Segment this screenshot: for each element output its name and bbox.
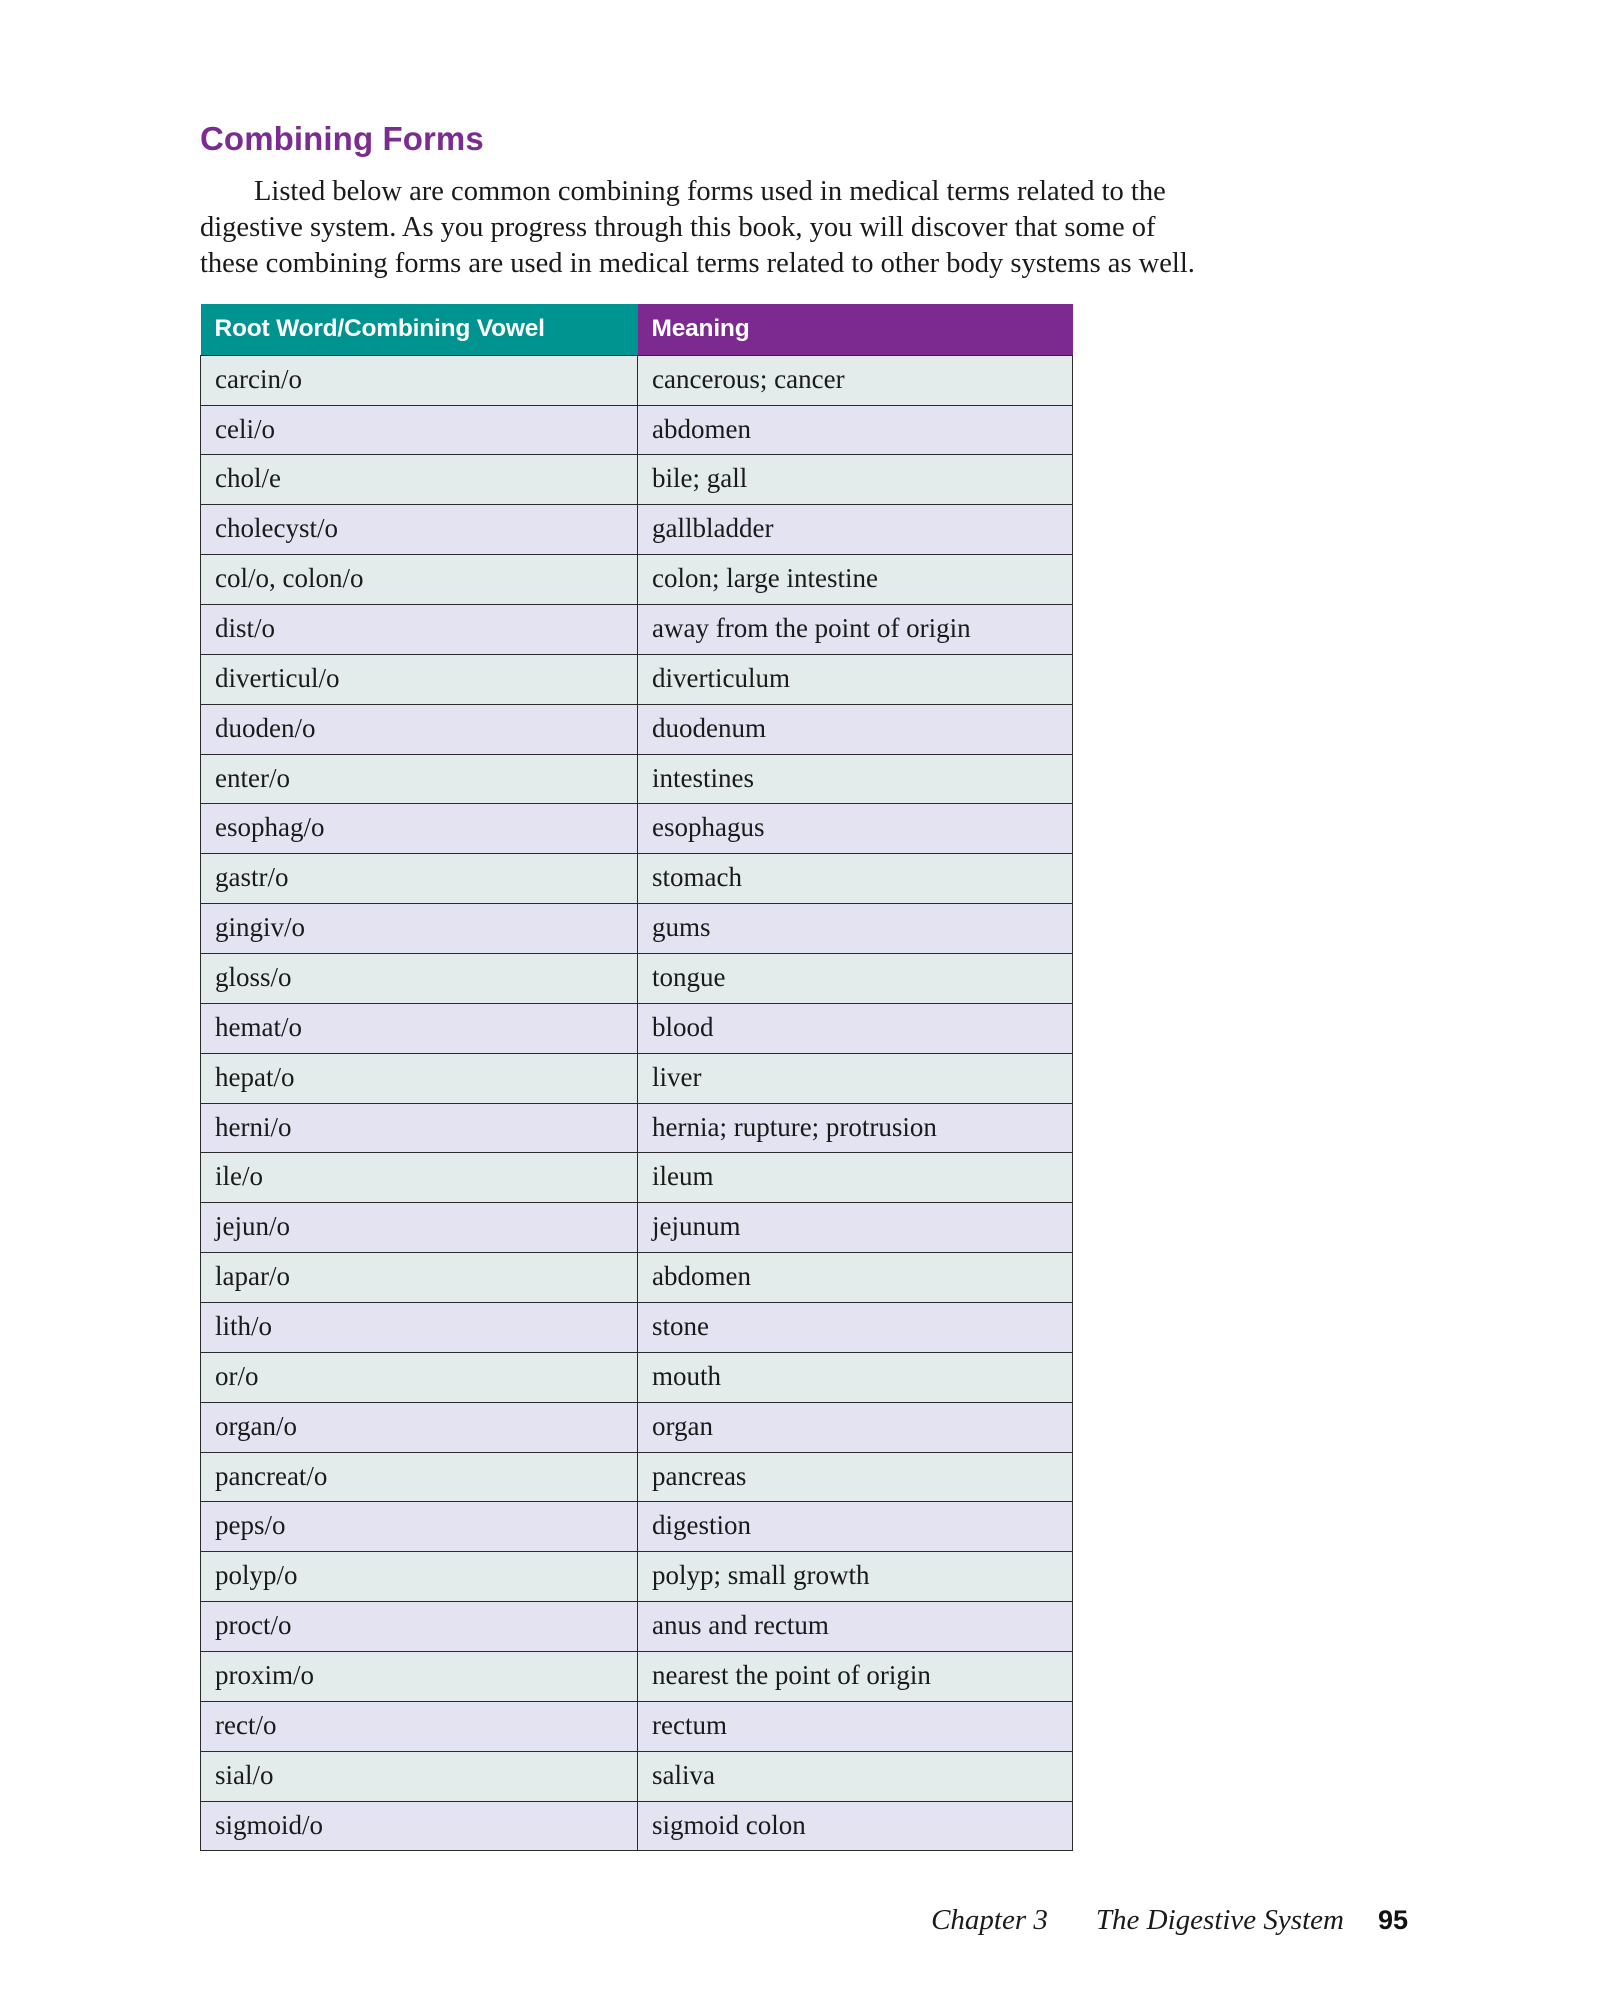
- cell-meaning: gallbladder: [638, 505, 1073, 555]
- table-header: [201, 304, 1073, 356]
- cell-root-word: peps/o: [201, 1502, 638, 1552]
- table-row: [201, 1402, 1073, 1452]
- footer-chapter-title: The Digestive System: [1095, 1904, 1344, 1936]
- cell-root-word: dist/o: [201, 604, 638, 654]
- cell-root-word: gloss/o: [201, 953, 638, 1003]
- page-content: [200, 120, 1210, 1851]
- cell-root-word: gastr/o: [201, 854, 638, 904]
- cell-meaning: stomach: [638, 854, 1073, 904]
- cell-root-word: or/o: [201, 1352, 638, 1402]
- cell-meaning: digestion: [638, 1502, 1073, 1552]
- cell-meaning: nearest the point of origin: [638, 1652, 1073, 1702]
- cell-meaning: gums: [638, 904, 1073, 954]
- cell-meaning: esophagus: [638, 804, 1073, 854]
- table-row: [201, 854, 1073, 904]
- cell-meaning: abdomen: [638, 405, 1073, 455]
- cell-meaning: tongue: [638, 953, 1073, 1003]
- cell-meaning: colon; large intestine: [638, 555, 1073, 605]
- cell-root-word: herni/o: [201, 1103, 638, 1153]
- cell-root-word: esophag/o: [201, 804, 638, 854]
- cell-root-word: cholecyst/o: [201, 505, 638, 555]
- table-row: [201, 1652, 1073, 1702]
- footer-chapter: Chapter 3: [931, 1904, 1048, 1936]
- cell-root-word: lapar/o: [201, 1253, 638, 1303]
- cell-root-word: proct/o: [201, 1602, 638, 1652]
- column-header-root-word: Root Word/Combining Vowel: [201, 304, 638, 356]
- cell-root-word: diverticul/o: [201, 654, 638, 704]
- cell-meaning: bile; gall: [638, 455, 1073, 505]
- cell-meaning: duodenum: [638, 704, 1073, 754]
- cell-root-word: pancreat/o: [201, 1452, 638, 1502]
- intro-paragraph: Listed below are common combining forms used in medical terms related to the digestive system. As you progress through this book, you will discover that some of these combining forms are used in medical terms related to other body systems as well.: [200, 175, 1195, 279]
- cell-meaning: diverticulum: [638, 654, 1073, 704]
- cell-meaning: abdomen: [638, 1253, 1073, 1303]
- cell-meaning: mouth: [638, 1352, 1073, 1402]
- table-row: [201, 355, 1073, 405]
- table-body: [201, 355, 1073, 1851]
- cell-root-word: carcin/o: [201, 355, 638, 405]
- cell-root-word: hepat/o: [201, 1053, 638, 1103]
- cell-meaning: ileum: [638, 1153, 1073, 1203]
- cell-meaning: rectum: [638, 1701, 1073, 1751]
- cell-meaning: blood: [638, 1003, 1073, 1053]
- cell-root-word: col/o, colon/o: [201, 555, 638, 605]
- table-row: [201, 455, 1073, 505]
- cell-root-word: rect/o: [201, 1701, 638, 1751]
- table-row: [201, 1452, 1073, 1502]
- cell-meaning: liver: [638, 1053, 1073, 1103]
- table-row: [201, 1701, 1073, 1751]
- cell-root-word: gingiv/o: [201, 904, 638, 954]
- cell-root-word: celi/o: [201, 405, 638, 455]
- table-row: [201, 604, 1073, 654]
- cell-meaning: jejunum: [638, 1203, 1073, 1253]
- cell-meaning: organ: [638, 1402, 1073, 1452]
- cell-meaning: away from the point of origin: [638, 604, 1073, 654]
- table-row: [201, 1552, 1073, 1602]
- cell-meaning: stone: [638, 1302, 1073, 1352]
- cell-meaning: polyp; small growth: [638, 1552, 1073, 1602]
- table-row: [201, 1801, 1073, 1851]
- table-row: [201, 1203, 1073, 1253]
- table-header-row: [201, 304, 1073, 356]
- table-row: [201, 654, 1073, 704]
- table-row: [201, 1602, 1073, 1652]
- table-row: [201, 953, 1073, 1003]
- table-row: [201, 1003, 1073, 1053]
- table-row: [201, 1253, 1073, 1303]
- cell-meaning: cancerous; cancer: [638, 355, 1073, 405]
- table-row: [201, 555, 1073, 605]
- cell-root-word: sigmoid/o: [201, 1801, 638, 1851]
- table-row: [201, 754, 1073, 804]
- table-row: [201, 1751, 1073, 1801]
- table-row: [201, 704, 1073, 754]
- cell-root-word: proxim/o: [201, 1652, 638, 1702]
- column-header-meaning: Meaning: [638, 304, 1073, 356]
- cell-root-word: organ/o: [201, 1402, 638, 1452]
- table-row: [201, 1103, 1073, 1153]
- page-footer: [931, 1904, 1408, 1937]
- cell-root-word: jejun/o: [201, 1203, 638, 1253]
- cell-root-word: hemat/o: [201, 1003, 638, 1053]
- page-title: Combining Forms: [200, 120, 484, 157]
- cell-root-word: chol/e: [201, 455, 638, 505]
- cell-meaning: sigmoid colon: [638, 1801, 1073, 1851]
- table-row: [201, 405, 1073, 455]
- cell-root-word: polyp/o: [201, 1552, 638, 1602]
- table-row: [201, 904, 1073, 954]
- cell-meaning: saliva: [638, 1751, 1073, 1801]
- table-row: [201, 1502, 1073, 1552]
- footer-page-number: 95: [1377, 1905, 1408, 1935]
- table-row: [201, 804, 1073, 854]
- cell-meaning: intestines: [638, 754, 1073, 804]
- combining-forms-table: [200, 304, 1073, 1852]
- table-row: [201, 1053, 1073, 1103]
- table-row: [201, 505, 1073, 555]
- cell-meaning: anus and rectum: [638, 1602, 1073, 1652]
- cell-root-word: duoden/o: [201, 704, 638, 754]
- cell-meaning: hernia; rupture; protrusion: [638, 1103, 1073, 1153]
- cell-root-word: enter/o: [201, 754, 638, 804]
- cell-root-word: ile/o: [201, 1153, 638, 1203]
- table-row: [201, 1302, 1073, 1352]
- table-row: [201, 1153, 1073, 1203]
- cell-meaning: pancreas: [638, 1452, 1073, 1502]
- table-row: [201, 1352, 1073, 1402]
- cell-root-word: sial/o: [201, 1751, 638, 1801]
- cell-root-word: lith/o: [201, 1302, 638, 1352]
